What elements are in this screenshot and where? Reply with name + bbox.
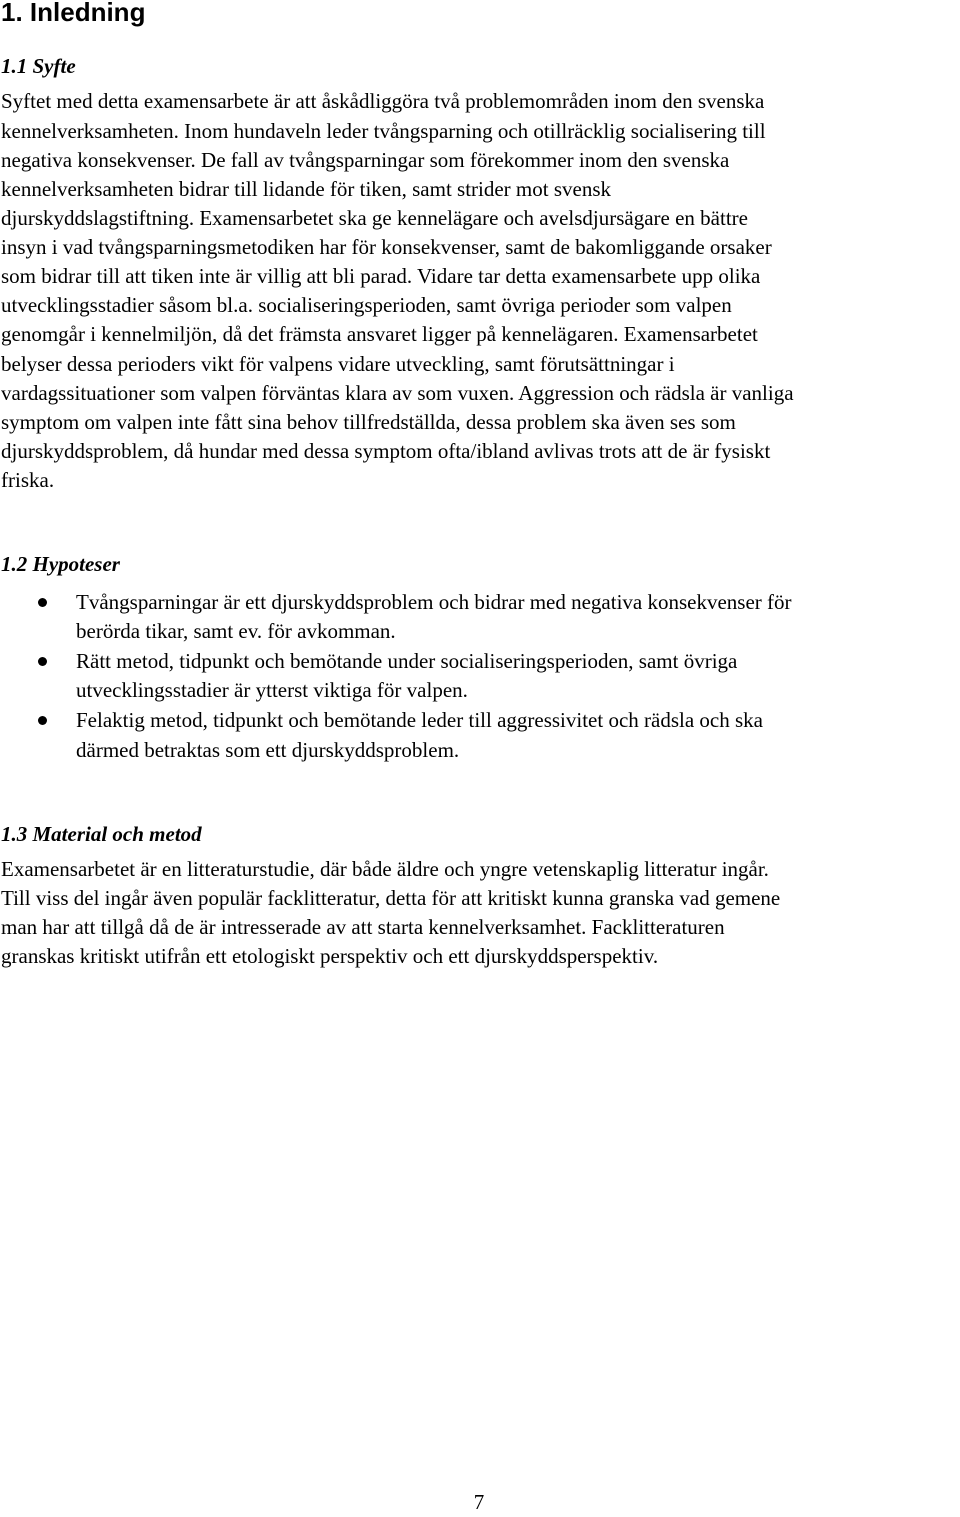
syfte-line: genomgår i kennelmiljön, då det främsta ansvaret ligger på kennelägaren. Examensarbetet [1,322,758,346]
syfte-line: symptom om valpen inte fått sina behov tillfredställda, dessa problem ska även ses som [1,410,736,434]
metod-line: granskas kritiskt utifrån ett etologiskt perspektiv och ett djurskyddsperspektiv. [1,944,659,968]
section-heading: Syfte [32,54,76,78]
syfte-line: som bidrar till att tiken inte är villig att bli parad. Vidare tar detta examensarbete upp olika [1,264,761,288]
bullet-icon [38,716,47,725]
syfte-line: belyser dessa perioders vikt för valpens vidare utveckling, samt förutsättningar i [1,352,675,376]
syfte-line: negativa konsekvenser. De fall av tvångsparningar som förekommer inom den svenska [1,148,730,172]
hypothesis-line: utvecklingsstadier är ytterst viktiga för valpen. [76,678,468,702]
hypothesis-line: Tvångsparningar är ett djurskyddsproblem och bidrar med negativa konsekvenser för [76,590,792,614]
syfte-line: utvecklingsstadier såsom bl.a. socialiseringsperioden, samt övriga perioder som valpen [1,293,732,317]
section-title-hypoteser [1,550,120,578]
syfte-line: kennelverksamheten. Inom hundaveln leder tvångsparning och otillräcklig socialisering till [1,119,766,143]
hypothesis-line: Felaktig metod, tidpunkt och bemötande leder till aggressivitet och rädsla och ska [76,708,763,732]
syfte-line: vardagssituationer som valpen förväntas klara av som vuxen. Aggression och rädsla är vanliga [1,381,794,405]
syfte-line: insyn i vad tvångsparningsmetodiken har för konsekvenser, samt de bakomliggande orsaker [1,235,772,259]
section-number: 1.3 [1,822,28,846]
section-heading: Material och metod [32,822,202,846]
syfte-line: Syftet med detta examensarbete är att åskådliggöra två problemområden inom den svenska [1,89,765,113]
section-heading: Hypoteser [32,552,120,576]
syfte-line: djurskyddsproblem, då hundar med dessa symptom ofta/ibland avlivas trots att de är fysiskt [1,439,771,463]
hypothesis-line: berörda tikar, samt ev. för avkomman. [76,619,396,643]
metod-line: Till viss del ingår även populär facklitteratur, detta för att kritiskt kunna granska vad gemene [1,886,781,910]
section-title-syfte [1,52,76,80]
metod-line: Examensarbetet är en litteraturstudie, där både äldre och yngre vetenskaplig litteratur ingår. [1,857,769,881]
page-number: 7 [473,1490,485,1514]
syfte-line: friska. [1,468,55,492]
section-number: 1.2 [1,552,28,576]
chapter-title: 1. Inledning [1,0,146,27]
section-number: 1.1 [1,54,28,78]
section-title-material-och-metod [1,820,202,848]
bullet-icon [38,657,47,666]
hypothesis-line: därmed betraktas som ett djurskyddsproblem. [76,738,460,762]
hypothesis-line: Rätt metod, tidpunkt och bemötande under socialiseringsperioden, samt övriga [76,649,738,673]
syfte-line: kennelverksamheten bidrar till lidande för tiken, samt strider mot svensk [1,177,612,201]
metod-line: man har att tillgå då de är intresserade av att starta kennelverksamhet. Facklitteraturen [1,915,725,939]
bullet-icon [38,598,47,607]
syfte-line: djurskyddslagstiftning. Examensarbetet ska ge kennelägare och avelsdjursägare en bättre [1,206,748,230]
